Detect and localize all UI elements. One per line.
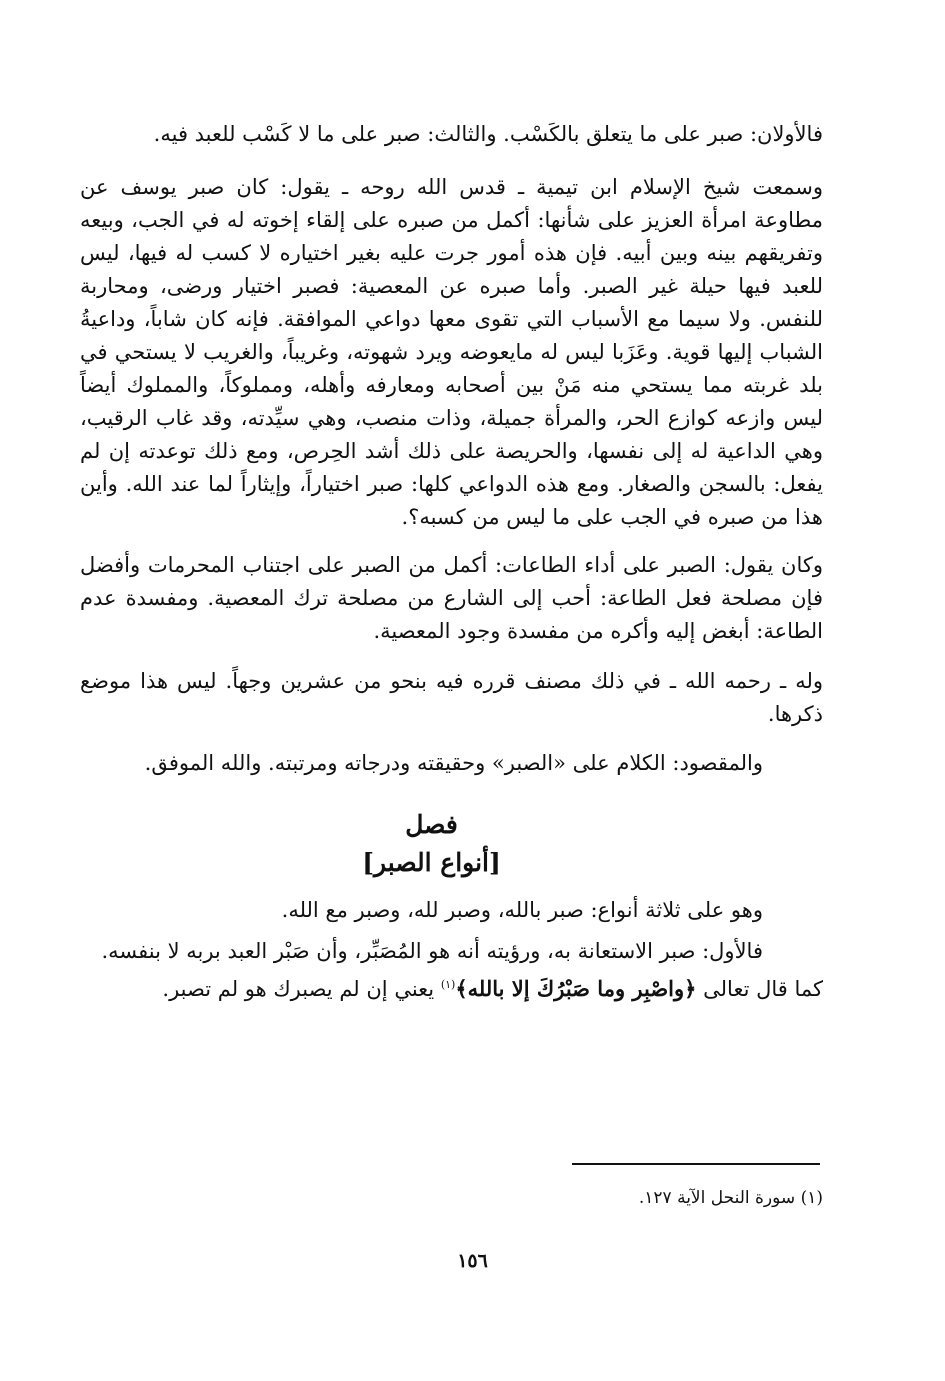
paragraph-4: وله ـ رحمه الله ـ في ذلك مصنف قرره فيه بنحو من عشرين وجهاً. ليس هذا موضع ذكرها. — [80, 669, 823, 726]
paragraph-1: فالأولان: صبر على ما يتعلق بالكَسْب. والثالث: صبر على ما لا كَسْب للعبد فيه. — [153, 122, 823, 146]
quote-intro: كما قال تعالى — [703, 977, 823, 1001]
paragraph-2: وسمعت شيخ الإسلام ابن تيمية ـ قدس الله روحه ـ يقول: كان صبر يوسف عن مطاوعة امرأة العزيز على شأنها: أكمل من صبره على إلقاء إخوته له في الجب، وبيعه وتفريقهم بينه وبين أبيه. فإن هذه أمور جرت عليه بغير اختياره لا كسب له فيها، ليس للعبد فيها حيلة غير الصبر. وأما صبره عن المعصية: فصبر اختيار ورضى، ومحاربة للنفس. ولا سيما مع الأسباب التي تقوى معها دواعي الموافقة. فإنه كان شاباً، وداعيةُ الشباب إليها قوية. وعَزَبا ليس له مايعوضه ويرد شهوته، وغريباً، والغريب لا يستحي في بلد غربته مما يستحي منه مَنْ بين أصحابه ومعارفه وأهله، ومملوكاً، والمملوك أيضاً ليس وازعه كوازع الحر، والمرأة جميلة، وذات منصب، وهي سيِّدته، وقد غاب الرقيب، وهي الداعية له إلى نفسها، والحريصة على ذلك أشد الحِرص، ومع ذلك توعدته إن لم يفعل: بالسجن والصغار. ومع هذه الدواعي كلها: صبر اختياراً، وإيثاراً لما عند الله. وأين هذا من صبره في الجب على ما ليس من كسبه؟. — [80, 175, 823, 529]
page-body — [80, 100, 823, 1006]
page-number: ١٥٦ — [457, 1250, 488, 1272]
paragraph-7 — [80, 935, 823, 1006]
paragraph-3: وكان يقول: الصبر على أداء الطاعات: أكمل من الصبر على اجتناب المحرمات وأفضل فإن مصلحة فعل الطاعة: أحب إلى الشارع من مصلحة ترك المعصية. ومفسدة عدم الطاعة: أبغض إليه وأكره من مفسدة وجود المعصية. — [80, 553, 823, 643]
section-subtitle: [أنواع الصبر] — [362, 848, 501, 877]
quran-quote: ﴿واصْبِر وما صَبْرُكَ إلا بالله﴾ — [455, 976, 697, 1001]
quote-explanation: يعني إن لم يصبرك هو لم تصبر. — [162, 977, 435, 1001]
section-title: فصل — [405, 810, 458, 839]
footnote-reference: (١) — [440, 978, 456, 991]
paragraph-6: وهو على ثلاثة أنواع: صبر بالله، وصبر لله، وصبر مع الله. — [281, 898, 763, 922]
paragraph-5: والمقصود: الكلام على «الصبر» وحقيقته ودرجاته ومرتبته. والله الموفق. — [144, 751, 763, 775]
section-heading — [80, 806, 823, 882]
paragraph-7-line-1: فالأول: صبر الاستعانة به، ورؤيته أنه هو المُصَبِّر، وأن صَبْر العبد بربه لا بنفسه. — [101, 939, 763, 963]
footnote-divider — [572, 1163, 820, 1165]
paragraph-7-line-2 — [80, 968, 823, 1006]
footnote: (١) سورة النحل الآية ١٢٧. — [638, 1188, 823, 1208]
